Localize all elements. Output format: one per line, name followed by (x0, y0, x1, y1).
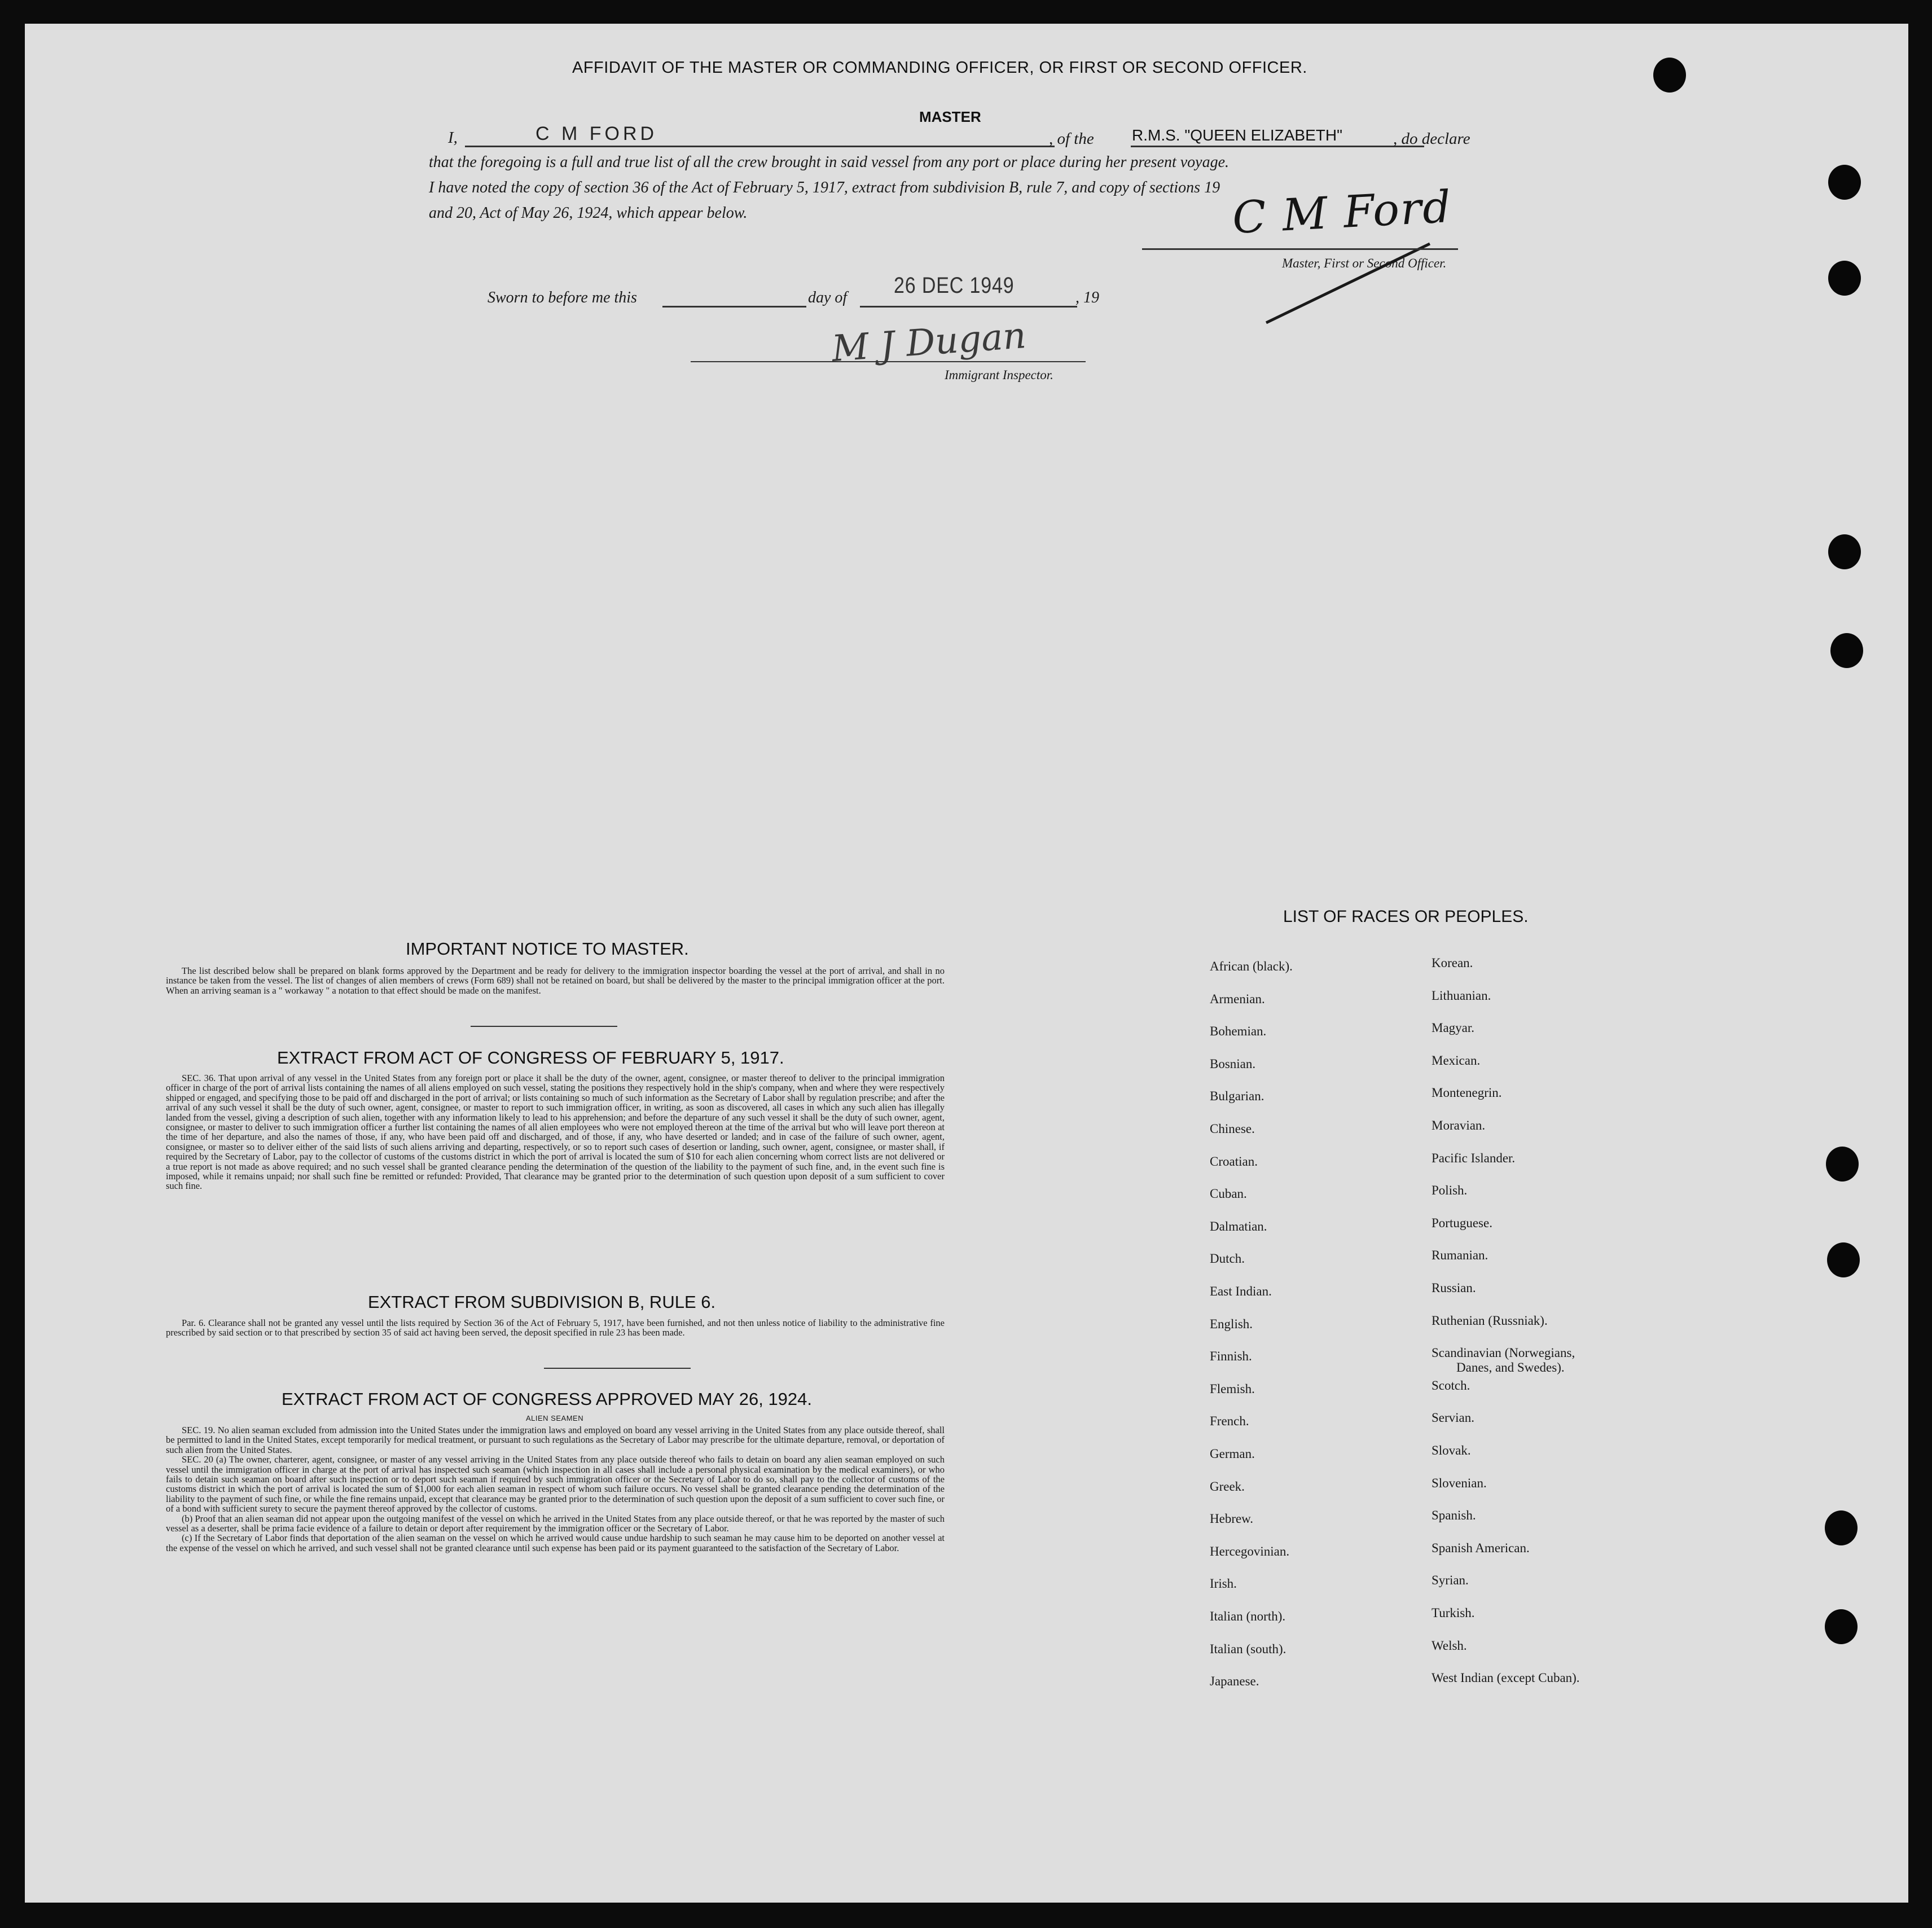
race-item: Italian (north). (1210, 1609, 1286, 1623)
race-item: Bohemian. (1210, 1024, 1267, 1039)
race-item: Dutch. (1210, 1251, 1245, 1266)
day-of-label: day of (808, 289, 848, 306)
notice-paragraph: The list described below shall be prepared on blank forms approved by the Department and be ready for delivery to the immigration inspector boarding the vessel at the port of arrival, and shall in no instance be taken from the vessel. The list of changes of alien members of crews (Form 689) shall not be retained on board, but shall be delivered by the master to the principal immigration officer at the port. When an arriving seaman is a " workaway " a notation to that effect should be made on the manifest. (166, 965, 945, 996)
race-item: Korean. (1432, 956, 1473, 970)
race-item: Mexican. (1432, 1053, 1481, 1068)
divider (471, 1026, 617, 1027)
race-item: Moravian. (1432, 1118, 1486, 1132)
race-item: Hebrew. (1210, 1512, 1254, 1526)
race-item: Croatian. (1210, 1154, 1258, 1169)
race-item: Ruthenian (Russniak). (1432, 1313, 1548, 1328)
race-item: Bulgarian. (1210, 1089, 1264, 1104)
of-the-label: , of the (1049, 130, 1094, 148)
race-item: Flemish. (1210, 1381, 1255, 1396)
vessel-name: R.M.S. "QUEEN ELIZABETH" (1132, 126, 1343, 144)
extract-1917-text (166, 1073, 945, 1191)
do-declare: , do declare (1393, 130, 1470, 148)
race-item: Dalmatian. (1210, 1219, 1267, 1233)
signature-stroke (1261, 238, 1441, 328)
race-item: Rumanian. (1432, 1248, 1488, 1263)
race-item: French. (1210, 1414, 1249, 1429)
race-item-continuation: Danes, and Swedes). (1456, 1360, 1565, 1375)
vessel-underline (1131, 146, 1424, 147)
extract-1917-paragraph: SEC. 36. That upon arrival of any vessel in the United States from any foreign port or place it shall be the duty of the owner, agent, consignee, or master thereof to deliver to the principal immigration officer in charge of the port of arrival lists containing the names of all aliens employed on such vessel, stating the positions they respectively hold in the ship's company, when and where they were respectively shipped or engaged, and specifying those to be paid off and discharged in the port of arrival; or lists containing so much of such information as the Secretary of Labor shall by regulation prescribe; and after the arrival of any such vessel it shall be the duty of such owner, agent, consignee, or master to report to such immigration officer, in writing, as soon as discovered, all cases in which any such alien has illegally landed from the vessel, giving a description of such alien, together with any information likely to lead to his apprehension; and before the departure of any such vessel it shall be the duty of such owner, agent, consignee, or master to deliver to such immigration officer a further list containing the names of all alien employees who were not employed thereon at the time of the arrival but who will leave port thereon at the time of her departure, and also the names of those, if any, who have been paid off and discharged, and of those, if any, who have deserted or landed; and in case of the failure of such owner, agent, consignee, or master so to deliver either of the said lists of such aliens arriving and departing, respectively, or so to report such cases of desertion or landing, such owner, agent, consignee, or master shall, if required by the Secretary of Labor, pay to the collector of customs of the customs district in which the port of arrival is located the sum of $10 for each alien concerning whom correct lists are not delivered or a true report is not made as above required; and no such vessel shall be granted clearance pending the determination of the question of the liability to the payment of such fine, and, in the event such fine is imposed, while it remains unpaid; nor shall such fine be remitted or refunded: Provided, That clearance may be granted prior to the determination of such question upon deposit of a sum sufficient to cover such fine. (166, 1073, 945, 1192)
punch-hole (1653, 58, 1686, 93)
race-item: Polish. (1432, 1183, 1468, 1198)
extract-1917-title: EXTRACT FROM ACT OF CONGRESS OF FEBRUARY 5, 1917. (277, 1048, 784, 1068)
signature-caption: Master, First or Second Officer. (1282, 256, 1447, 270)
year-prefix: , 19 (1075, 289, 1099, 306)
sworn-day-underline (662, 306, 806, 308)
race-item: West Indian (except Cuban). (1432, 1671, 1580, 1685)
race-item: African (black). (1210, 959, 1293, 973)
race-item: Servian. (1432, 1411, 1475, 1425)
affidavit-title: AFFIDAVIT OF THE MASTER OR COMMANDING OFFICER, OR FIRST OR SECOND OFFICER. (572, 59, 1307, 77)
punch-hole (1830, 633, 1863, 668)
race-item: Pacific Islander. (1432, 1150, 1516, 1165)
date-stamp: 26 DEC 1949 (894, 273, 1015, 298)
race-item: Italian (south). (1210, 1641, 1286, 1656)
officer-rank: MASTER (919, 108, 981, 125)
extract-rule6-title: EXTRACT FROM SUBDIVISION B, RULE 6. (368, 1292, 716, 1312)
extract-rule6-paragraph: Par. 6. Clearance shall not be granted any vessel until the lists required by Section 36 of the Act of February 5, 1917, have been furnished, and not then unless notice of liability to the administrative fine prescribed by said section or to that prescribed by section 35 of said act having been served, the deposit specified in rule 23 has been made. (166, 1317, 945, 1338)
race-item: Armenian. (1210, 991, 1265, 1006)
notice-text (166, 966, 945, 995)
name-underline (465, 146, 1055, 147)
inspector-caption: Immigrant Inspector. (945, 368, 1053, 382)
inspector-signature: M J Dugan (830, 315, 1028, 370)
race-item: Welsh. (1432, 1638, 1467, 1653)
race-item: Scandinavian (Norwegians, (1432, 1346, 1575, 1360)
punch-hole (1827, 1242, 1860, 1277)
race-item: Russian. (1432, 1281, 1476, 1295)
extract-1924-subtitle: ALIEN SEAMEN (526, 1414, 584, 1422)
declaration-line-1: that the foregoing is a full and true list of all the crew brought in said vessel from any port or place during her present voyage. (429, 153, 1230, 171)
races-title: LIST OF RACES OR PEOPLES. (1283, 907, 1529, 926)
master-signature: C M Ford (1231, 181, 1454, 244)
notice-title: IMPORTANT NOTICE TO MASTER. (406, 939, 689, 959)
officer-name: C M FORD (535, 123, 658, 144)
sec20a-paragraph: SEC. 20 (a) The owner, charterer, agent, consignee, or master of any vessel arriving in the United States from any place outside thereof who fails to detain on board any alien seaman employed on such vessel until the immigration officer in charge at the port of arrival has inspected such seaman (which inspection in all cases shall include a personal physical examination by the medical examiners), or who fails to detain such seaman on board after such inspection or to deport such seaman if required by such immigration officer or the Secretary of Labor to do so, shall pay to the collector of customs of the customs district in which the port of arrival is located the sum of $1,000 for each alien seaman in respect of whom such failure occurs. No vessel shall be granted clearance pending the determination of the liability to the payment of such fine, or while the fine remains unpaid, except that clearance may be granted prior to the determination of such question upon the deposit of a sum sufficient to cover such fine, or of a bond with sufficient surety to secure the payment thereof approved by the collector of customs. (166, 1454, 945, 1514)
declaration-line-2: I have noted the copy of section 36 of the Act of February 5, 1917, extract from subdivision B, rule 7, and copy of sections 19 (429, 179, 1220, 196)
divider (544, 1368, 691, 1369)
punch-hole (1828, 534, 1861, 569)
signature-underline (1142, 248, 1458, 250)
race-item: Lithuanian. (1432, 988, 1491, 1003)
race-item: Greek. (1210, 1479, 1245, 1494)
race-item: Portuguese. (1432, 1215, 1492, 1230)
race-item: Japanese. (1210, 1674, 1259, 1689)
i-label: I, (448, 129, 458, 147)
race-item: Bosnian. (1210, 1056, 1256, 1071)
race-item: Scotch. (1432, 1378, 1470, 1393)
sec20b-paragraph: (b) Proof that an alien seaman did not appear upon the outgoing manifest of the vessel on which he arrived in the United States from any place outside thereof, or that he was reported by the master of such vessel as a deserter, shall be prima facie evidence of a failure to detain or deport after requirement by the immigration officer or the Secretary of Labor. (166, 1513, 945, 1534)
race-item: East Indian. (1210, 1284, 1272, 1298)
affidavit-page (25, 24, 1908, 1903)
extract-rule6-text (166, 1318, 945, 1338)
punch-hole (1828, 261, 1861, 296)
race-item: Spanish. (1432, 1508, 1476, 1523)
extract-1924-title: EXTRACT FROM ACT OF CONGRESS APPROVED MAY 26, 1924. (282, 1389, 813, 1409)
race-item: Spanish American. (1432, 1540, 1530, 1555)
race-item: Irish. (1210, 1576, 1237, 1591)
race-item: Slovak. (1432, 1443, 1471, 1457)
sworn-month-underline (860, 306, 1077, 308)
punch-hole (1825, 1510, 1858, 1545)
race-item: German. (1210, 1447, 1255, 1461)
race-item: Montenegrin. (1432, 1086, 1502, 1100)
race-item: English. (1210, 1316, 1253, 1331)
declaration-line-3: and 20, Act of May 26, 1924, which appear below. (429, 204, 748, 222)
punch-hole (1826, 1147, 1859, 1182)
race-item: Chinese. (1210, 1122, 1255, 1136)
inspector-underline (691, 361, 1086, 362)
race-item: Magyar. (1432, 1021, 1475, 1035)
sec20c-paragraph: (c) If the Secretary of Labor finds that deportation of the alien seaman on the vessel on which he arrived would cause undue hardship to such seaman he may cause him to be deported on another vessel at the expense of the vessel on which he arrived, and such vessel shall not be granted clearance until such expense has been paid or its payment guaranteed to the satisfaction of the Secretary of Labor. (166, 1532, 945, 1553)
race-item: Cuban. (1210, 1187, 1247, 1201)
race-item: Slovenian. (1432, 1475, 1487, 1490)
sworn-prefix: Sworn to before me this (488, 289, 637, 306)
punch-hole (1825, 1609, 1858, 1644)
race-item: Syrian. (1432, 1573, 1469, 1588)
race-item: Hercegovinian. (1210, 1544, 1290, 1558)
sec19-paragraph: SEC. 19. No alien seaman excluded from admission into the United States under the immigration laws and employed on board any vessel arriving in the United States from any place outside thereof, shall be permitted to land in the United States, except temporarily for medical treatment, or pursuant to such regulations as the Secretary of Labor may prescribe for the ultimate departure, removal, or deportation of such alien from the United States. (166, 1425, 945, 1455)
race-item: Turkish. (1432, 1606, 1475, 1620)
punch-hole (1828, 165, 1861, 200)
race-item: Finnish. (1210, 1349, 1252, 1364)
extract-1924-text (166, 1425, 945, 1553)
